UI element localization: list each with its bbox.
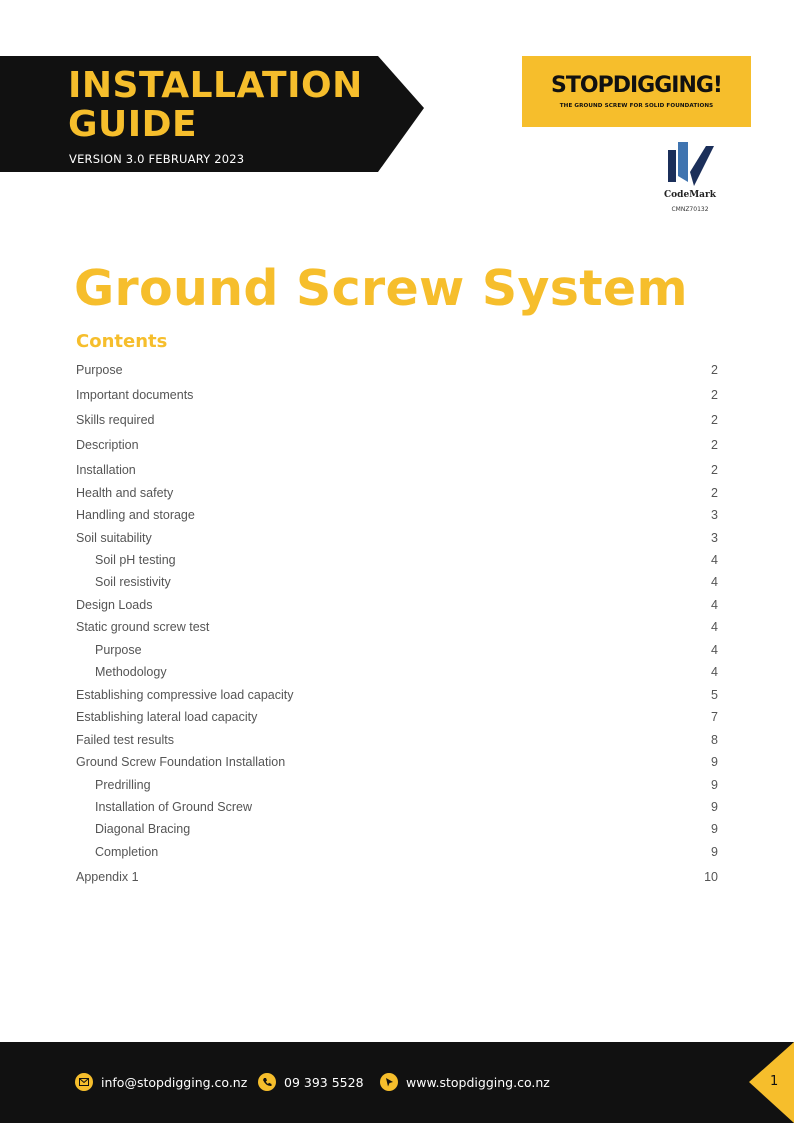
toc-entry[interactable]: [76, 662, 718, 682]
toc-entry-label: Installation: [76, 463, 136, 477]
codemark-icon: [668, 142, 714, 190]
codemark-badge: [656, 142, 724, 222]
toc-entry[interactable]: [76, 867, 718, 887]
cursor-icon: [380, 1073, 398, 1091]
toc-entry[interactable]: [76, 775, 718, 795]
toc-entry-page: 4: [711, 643, 718, 657]
toc-entry[interactable]: [76, 707, 718, 727]
toc-entry-page: 9: [711, 778, 718, 792]
toc-entry-label: Establishing lateral load capacity: [76, 710, 258, 724]
footer-bar: [0, 1042, 794, 1123]
toc-entry[interactable]: [76, 730, 718, 750]
footer-website[interactable]: [380, 1072, 550, 1092]
toc-entry[interactable]: [76, 572, 718, 592]
logo-wordmark: STOPDIGGING!: [551, 73, 722, 98]
toc-entry-label: Diagonal Bracing: [95, 822, 191, 836]
toc-entry-label: Health and safety: [76, 486, 174, 500]
toc-entry[interactable]: [76, 752, 718, 772]
email-text: info@stopdigging.co.nz: [101, 1074, 248, 1090]
toc-entry-label: Establishing compressive load capacity: [76, 688, 294, 702]
toc-entry-page: 5: [711, 688, 718, 702]
toc-entry-page: 8: [711, 733, 718, 747]
toc-entry-page: 10: [704, 870, 718, 884]
phone-icon: [258, 1073, 276, 1091]
toc-entry[interactable]: [76, 435, 718, 455]
toc-entry-page: 4: [711, 620, 718, 634]
toc-entry[interactable]: [76, 842, 718, 862]
guide-title: [68, 66, 398, 144]
toc-entry[interactable]: [76, 819, 718, 839]
toc-entry-page: 9: [711, 755, 718, 769]
website-text: www.stopdigging.co.nz: [406, 1074, 550, 1090]
toc-entry-label: Failed test results: [76, 733, 174, 747]
document-title: Ground Screw System: [74, 260, 688, 317]
version-label: VERSION 3.0 FEBRUARY 2023: [69, 152, 245, 166]
page-number: 1: [770, 1074, 779, 1089]
toc-entry[interactable]: [76, 528, 718, 548]
toc-entry-page: 2: [711, 388, 718, 402]
toc-entry-label: Soil resistivity: [95, 575, 171, 589]
toc-entry-label: Soil suitability: [76, 531, 152, 545]
toc-entry-label: Purpose: [95, 643, 142, 657]
toc-entry-page: 2: [711, 363, 718, 377]
toc-entry[interactable]: [76, 617, 718, 637]
toc-entry-label: Methodology: [95, 665, 167, 679]
toc-entry-page: 4: [711, 575, 718, 589]
footer-email[interactable]: [75, 1072, 247, 1092]
guide-title-line1: INSTALLATION: [68, 65, 363, 106]
toc-entry-label: Design Loads: [76, 598, 153, 612]
toc-entry-label: Appendix 1: [76, 870, 139, 884]
toc-entry[interactable]: [76, 410, 718, 430]
toc-entry-label: Predrilling: [95, 778, 151, 792]
toc-entry[interactable]: [76, 505, 718, 525]
toc-entry-label: Installation of Ground Screw: [95, 800, 253, 814]
toc-entry[interactable]: [76, 685, 718, 705]
contents-heading: Contents: [76, 331, 168, 352]
toc-entry[interactable]: [76, 797, 718, 817]
toc-entry-page: 2: [711, 413, 718, 427]
toc-entry-label: Soil pH testing: [95, 553, 176, 567]
toc-entry-label: Important documents: [76, 388, 194, 402]
toc-entry-page: 2: [711, 438, 718, 452]
footer-phone[interactable]: [258, 1072, 364, 1092]
toc-entry-label: Description: [76, 438, 139, 452]
guide-title-line2: GUIDE: [68, 104, 198, 145]
toc-entry[interactable]: [76, 483, 718, 503]
toc-entry-page: 3: [711, 508, 718, 522]
toc-entry[interactable]: [76, 460, 718, 480]
toc-entry[interactable]: [76, 640, 718, 660]
toc-entry-page: 4: [711, 598, 718, 612]
email-icon: [75, 1073, 93, 1091]
toc-entry-page: 9: [711, 800, 718, 814]
toc-entry-page: 4: [711, 665, 718, 679]
toc-entry-label: Completion: [95, 845, 159, 859]
toc-entry[interactable]: [76, 385, 718, 405]
stopdigging-logo: [522, 56, 751, 127]
toc-entry-label: Ground Screw Foundation Installation: [76, 755, 286, 769]
toc-entry-label: Static ground screw test: [76, 620, 210, 634]
toc-entry-label: Handling and storage: [76, 508, 195, 522]
logo-tagline: THE GROUND SCREW FOR SOLID FOUNDATIONS: [559, 103, 714, 109]
phone-text: 09 393 5528: [284, 1074, 364, 1090]
toc-entry[interactable]: [76, 360, 718, 380]
toc-entry-label: Skills required: [76, 413, 155, 427]
codemark-name: CodeMark: [664, 190, 716, 200]
toc-entry-page: 7: [711, 710, 718, 724]
toc-entry-label: Purpose: [76, 363, 123, 377]
toc-entry-page: 4: [711, 553, 718, 567]
toc-entry[interactable]: [76, 595, 718, 615]
toc-entry-page: 2: [711, 486, 718, 500]
codemark-certificate: CMNZ70132: [671, 206, 709, 213]
toc-entry-page: 9: [711, 845, 718, 859]
toc-entry[interactable]: [76, 550, 718, 570]
toc-entry-page: 3: [711, 531, 718, 545]
toc-entry-page: 2: [711, 463, 718, 477]
toc-entry-page: 9: [711, 822, 718, 836]
